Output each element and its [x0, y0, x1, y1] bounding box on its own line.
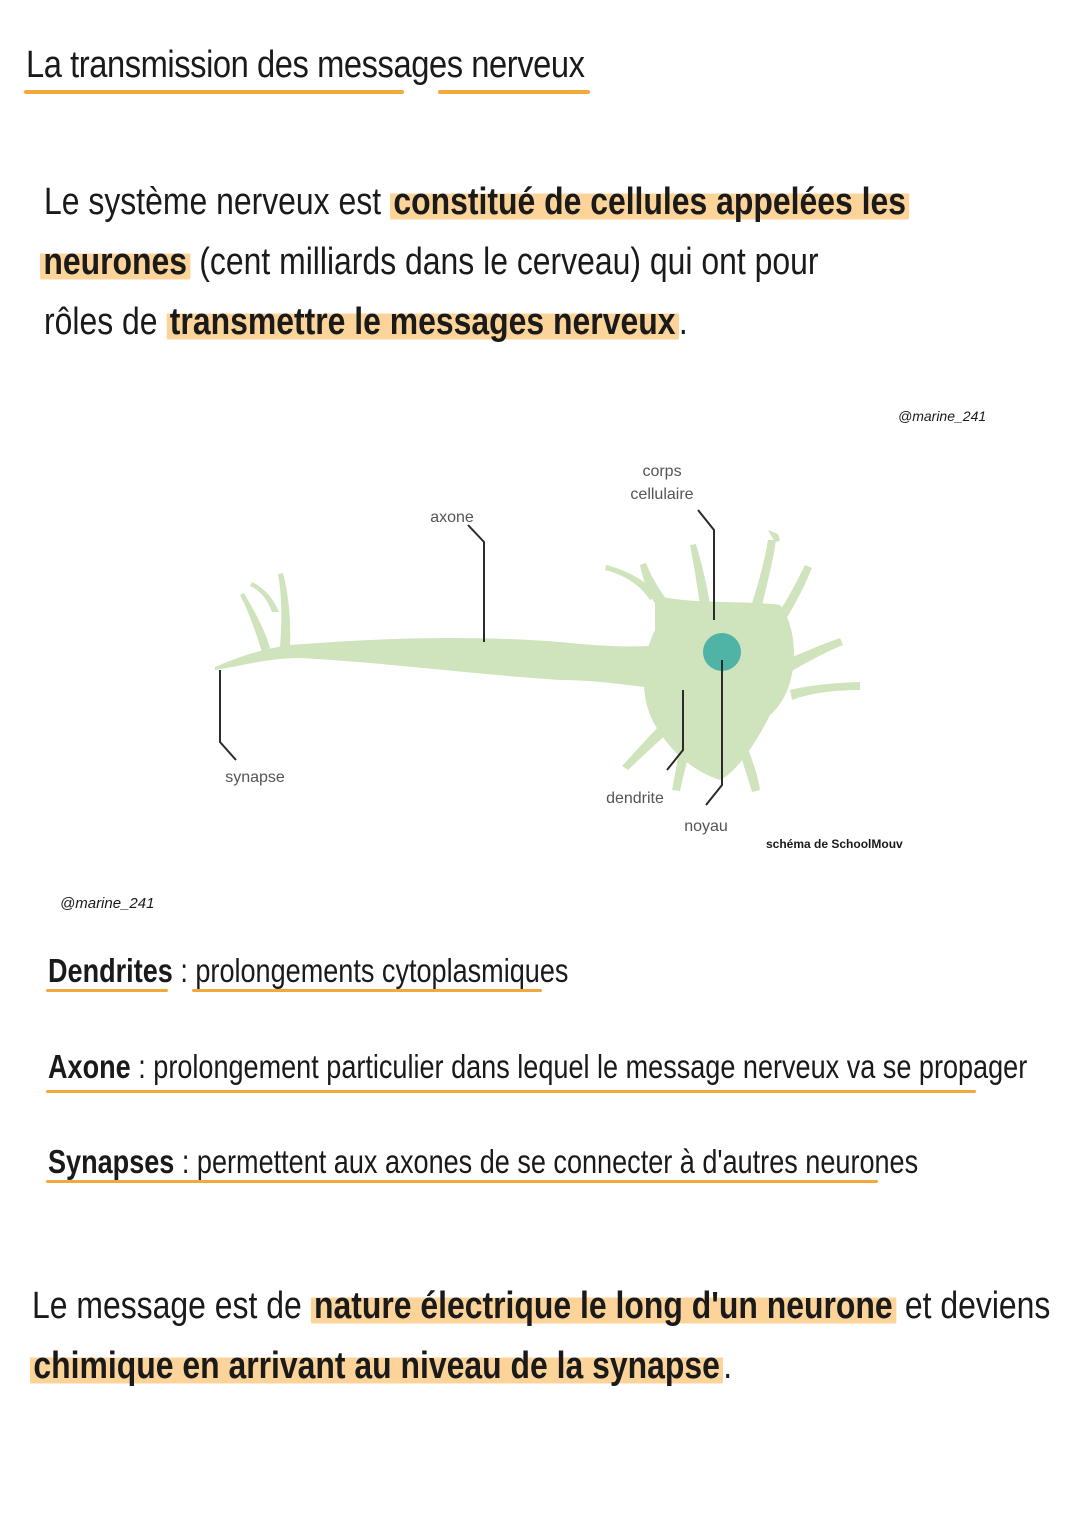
conclusion-line-1: [32, 1276, 1050, 1336]
definition-underline: [46, 989, 168, 992]
intro-line-2: [40, 232, 818, 292]
conclusion-text: .: [723, 1345, 733, 1387]
definition-underline: [46, 1090, 976, 1093]
watermark-top: @marine_241: [898, 408, 987, 424]
definition-underline: [46, 1180, 878, 1183]
intro-highlight: neurones: [40, 241, 190, 283]
intro-highlight: constitué de cellules appelées les: [390, 181, 909, 223]
definition-term: Synapses: [48, 1143, 175, 1180]
watermark-bottom: @marine_241: [60, 895, 155, 912]
definition-synapses: [48, 1143, 918, 1181]
intro-line-3: [44, 292, 688, 352]
title-underline: [24, 90, 404, 94]
conclusion-text: Le message est de: [32, 1285, 311, 1327]
label-noyau: noyau: [684, 818, 728, 835]
definition-term: Axone: [48, 1048, 131, 1085]
neuron-diagram: [0, 390, 1080, 870]
definition-text: permettent aux axones de se connecter à d'autres neurones: [196, 1143, 919, 1180]
definition-sep: :: [130, 1048, 154, 1085]
conclusion-line-2: [30, 1336, 732, 1396]
neuron-shape: [215, 530, 860, 792]
definition-term: Dendrites: [48, 952, 173, 989]
definition-axone: [48, 1048, 1027, 1086]
intro-text: Le système nerveux est: [44, 181, 390, 223]
definition-sep: :: [174, 1143, 197, 1180]
conclusion-text: et deviens: [895, 1285, 1051, 1327]
definition-text: prolongements cytoplasmiques: [195, 952, 569, 989]
label-synapse: synapse: [225, 769, 285, 786]
label-dendrite: dendrite: [606, 790, 664, 807]
label-cellulaire: cellulaire: [630, 486, 694, 503]
intro-text: (cent milliards dans le cerveau) qui ont pour: [190, 241, 819, 283]
intro-text: rôles de: [44, 301, 167, 343]
page-title: La transmission des messages nerveux: [26, 44, 585, 86]
definition-sep: :: [172, 952, 196, 989]
conclusion-highlight: nature électrique le long d'un neurone: [311, 1285, 896, 1327]
diagram-source: schéma de SchoolMouv: [766, 837, 903, 851]
definition-underline: [192, 989, 542, 992]
label-corps: corps: [642, 463, 682, 480]
definition-dendrites: [48, 952, 568, 990]
intro-text: .: [678, 301, 688, 343]
conclusion-highlight: chimique en arrivant au niveau de la synapse: [30, 1345, 723, 1387]
title-underline-2: [438, 90, 590, 94]
definition-text: prolongement particulier dans lequel le message nerveux va se propager: [153, 1048, 1028, 1085]
intro-line-1: [44, 172, 909, 232]
label-axone: axone: [430, 509, 474, 526]
intro-highlight: transmettre le messages nerveux: [166, 301, 678, 343]
